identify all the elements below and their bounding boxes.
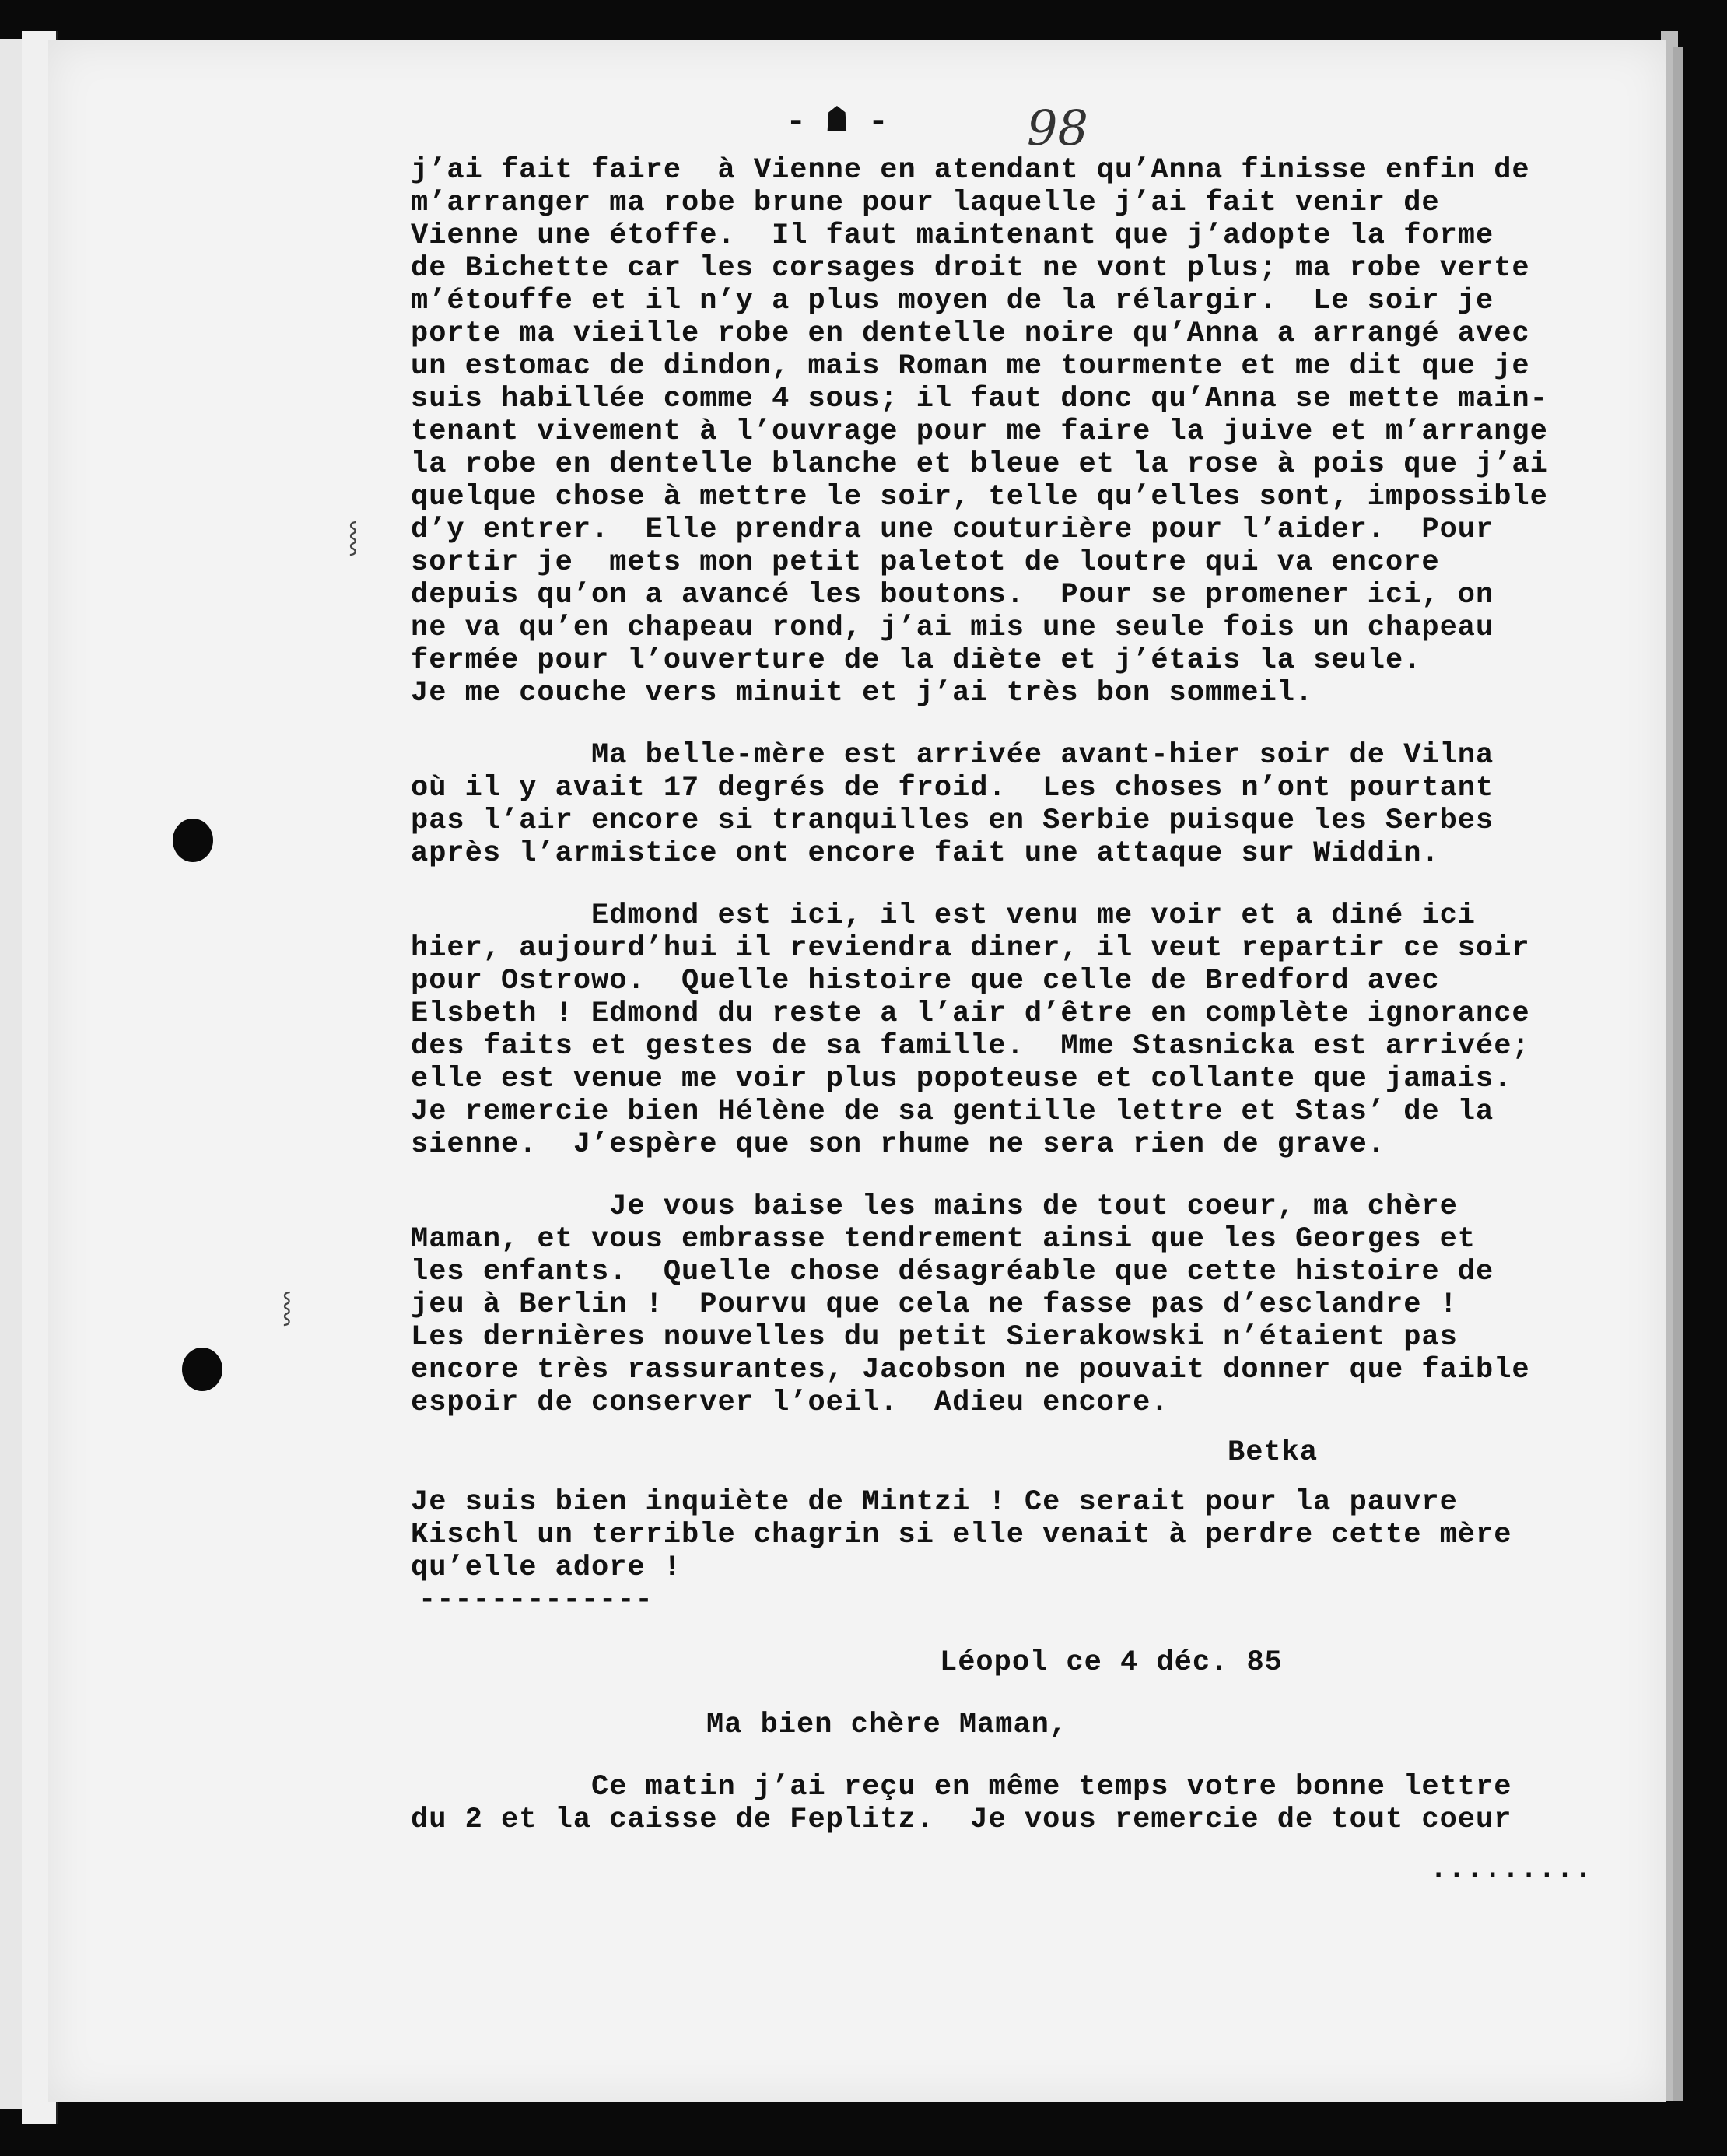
text-line: Elsbeth ! Edmond du reste a l’air d’être en complète ignorance <box>411 997 1530 1030</box>
paragraph <box>411 899 1640 1161</box>
next-letter-body <box>411 1771 1640 1836</box>
postscript <box>411 1486 1640 1584</box>
next-letter-salutation: Ma bien chère Maman, <box>706 1709 1068 1741</box>
text-line: sortir je mets mon petit paletot de loutre qui va encore <box>411 546 1440 579</box>
letter-paragraphs <box>411 154 1640 1419</box>
text-line: encore très rassurantes, Jacobson ne pouvait donner que faible <box>411 1354 1530 1387</box>
text-line: Ce matin j’ai reçu en même temps votre bonne lettre <box>411 1771 1512 1804</box>
postscript-line: qu’elle adore ! <box>411 1551 682 1584</box>
punch-hole-icon <box>173 819 213 862</box>
postscript-line: Je suis bien inquiète de Mintzi ! Ce serait pour la pauvre <box>411 1486 1458 1519</box>
text-line: porte ma vieille robe en dentelle noire qu’Anna a arrangé avec <box>411 317 1530 350</box>
text-line: Je vous baise les mains de tout coeur, ma chère <box>411 1190 1458 1223</box>
text-line: Les dernières nouvelles du petit Sierakowski n’étaient pas <box>411 1321 1458 1354</box>
paragraph <box>411 739 1640 870</box>
text-line: des faits et gestes de sa famille. Mme Stasnicka est arrivée; <box>411 1030 1530 1063</box>
punch-hole-icon <box>182 1348 222 1391</box>
text-line: hier, aujourd’hui il reviendra diner, il veut repartir ce soir <box>411 932 1530 965</box>
letter-body <box>411 154 1640 1886</box>
signature: Betka <box>1228 1436 1319 1469</box>
text-line: ne va qu’en chapeau rond, j’ai mis une seule fois un chapeau <box>411 612 1494 644</box>
margin-mark-icon: ⸾ <box>282 1289 293 1323</box>
text-line: de Bichette car les corsages droit ne vont plus; ma robe verte <box>411 252 1530 285</box>
text-line: du 2 et la caisse de Feplitz. Je vous remercie de tout coeur <box>411 1804 1512 1836</box>
paragraph <box>411 1190 1640 1419</box>
text-line: tenant vivement à l’ouvrage pour me faire la juive et m’arrange <box>411 415 1548 448</box>
text-line: pas l’air encore si tranquilles en Serbie puisque les Serbes <box>411 805 1494 837</box>
text-line: Ma belle-mère est arrivée avant-hier soir de Vilna <box>411 739 1494 772</box>
text-line: Maman, et vous embrasse tendrement ainsi que les Georges et <box>411 1223 1477 1256</box>
separator-line: ------------- <box>419 1584 653 1617</box>
text-line: les enfants. Quelle chose désagréable que cette histoire de <box>411 1256 1494 1288</box>
handwritten-folio-number: 98 <box>1027 100 1088 156</box>
text-line: où il y avait 17 degrés de froid. Les choses n’ont pourtant <box>411 772 1494 805</box>
continuation-dots: ......... <box>1430 1853 1592 1886</box>
page-number-mark: - ☗ - <box>786 103 889 142</box>
text-line: jeu à Berlin ! Pourvu que cela ne fasse pas d’esclandre ! <box>411 1288 1458 1321</box>
text-line: pour Ostrowo. Quelle histoire que celle de Bredford avec <box>411 965 1440 997</box>
text-line: fermée pour l’ouverture de la diète et j’étais la seule. <box>411 644 1422 677</box>
text-line: la robe en dentelle blanche et bleue et la rose à pois que j’ai <box>411 448 1548 481</box>
next-letter-dateline: Léopol ce 4 déc. 85 <box>940 1646 1283 1679</box>
text-line: sienne. J’espère que son rhume ne sera rien de grave. <box>411 1128 1385 1161</box>
text-line: m’étouffe et il n’y a plus moyen de la rélargir. Le soir je <box>411 285 1494 317</box>
text-line: quelque chose à mettre le soir, telle qu’elles sont, impossible <box>411 481 1548 514</box>
text-line: après l’armistice ont encore fait une attaque sur Widdin. <box>411 837 1440 870</box>
text-line: d’y entrer. Elle prendra une couturière pour l’aider. Pour <box>411 514 1494 546</box>
underlying-sheet-right-edge <box>1673 47 1683 2101</box>
text-line: Je remercie bien Hélène de sa gentille lettre et Stas’ de la <box>411 1096 1494 1128</box>
text-line: Edmond est ici, il est venu me voir et a diné ici <box>411 899 1477 932</box>
text-line: Vienne une étoffe. Il faut maintenant que j’adopte la forme <box>411 219 1494 252</box>
text-line: j’ai fait faire à Vienne en atendant qu’Anna finisse enfin de <box>411 154 1530 187</box>
text-line: depuis qu’on a avancé les boutons. Pour se promener ici, on <box>411 579 1494 612</box>
text-line: Je me couche vers minuit et j’ai très bon sommeil. <box>411 677 1314 710</box>
text-line: elle est venue me voir plus popoteuse et collante que jamais. <box>411 1063 1512 1096</box>
text-line: suis habillée comme 4 sous; il faut donc qu’Anna se mette main- <box>411 383 1548 415</box>
margin-mark-icon: ⸾ <box>348 519 359 553</box>
text-line: m’arranger ma robe brune pour laquelle j’ai fait venir de <box>411 187 1440 219</box>
text-line: un estomac de dindon, mais Roman me tourmente et me dit que je <box>411 350 1530 383</box>
postscript-line: Kischl un terrible chagrin si elle venait à perdre cette mère <box>411 1519 1512 1551</box>
text-line: espoir de conserver l’oeil. Adieu encore. <box>411 1387 1169 1419</box>
paragraph <box>411 154 1640 710</box>
